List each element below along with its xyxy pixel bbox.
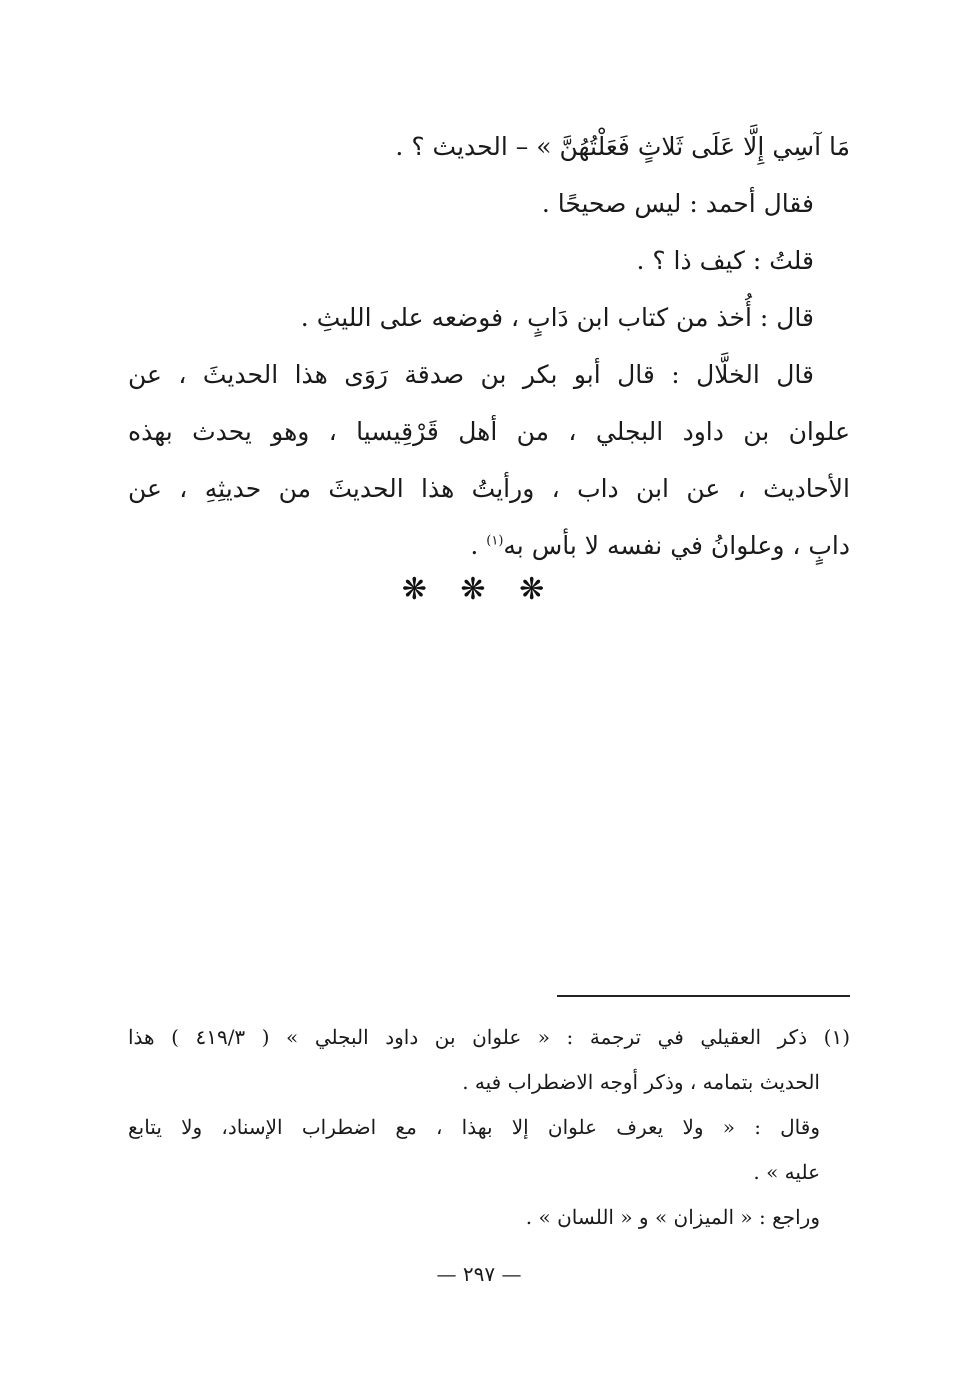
footnote-line-3: وقال : « ولا يعرف علوان إلا بهذا ، مع اضطراب الإسناد، ولا يتابع (128, 1115, 820, 1139)
footnote-divider (557, 995, 850, 997)
text-line-3: قلتُ : كيف ذا ؟ . (636, 246, 814, 275)
footnote-line-5: وراجع : « الميزان » و « اللسان » . (525, 1205, 820, 1229)
text-line-6: علوان بن داود البجلي ، من أهل قَرْقِيسيا ، وهو يحدث بهذه (128, 417, 850, 446)
text-line-4: قال : أُخذ من كتاب ابن دَابٍ ، فوضعه على الليثِ . (300, 303, 814, 332)
footnote-line-1: (١) ذكر العقيلي في ترجمة : « علوان بن داود البجلي » ( ٤١٩/٣ ) هذا (128, 1025, 850, 1049)
section-separator-ornament: ❋ ❋ ❋ (401, 572, 557, 607)
main-text (128, 118, 850, 574)
text-line-5: قال الخلَّال : قال أبو بكر بن صدقة رَوَى هذا الحديثَ ، عن (128, 360, 814, 389)
text-line-7: الأحاديث ، عن ابن داب ، ورأيتُ هذا الحديثَ من حديثِهِ ، عن (128, 474, 850, 503)
text-line-1: مَا آسِي إِلَّا عَلَى ثَلاثٍ فَعَلْتُهُنَّ » – الحديث ؟ . (395, 132, 850, 161)
text-line-2: فقال أحمد : ليس صحيحًا . (541, 189, 814, 218)
text-line-8 (128, 517, 850, 574)
footnote-line-2: الحديث بتمامه ، وذكر أوجه الاضطراب فيه . (462, 1070, 820, 1094)
footnotes (128, 1015, 850, 1240)
footnote-reference[interactable]: (١) (486, 533, 504, 549)
text-line-8-body: دابٍ ، وعلوانُ في نفسه لا بأس به (503, 531, 850, 560)
page-number: — ٢٩٧ — (436, 1262, 522, 1286)
footnote-line-4: عليه » . (753, 1160, 820, 1184)
text-line-8-end: . (470, 531, 487, 560)
